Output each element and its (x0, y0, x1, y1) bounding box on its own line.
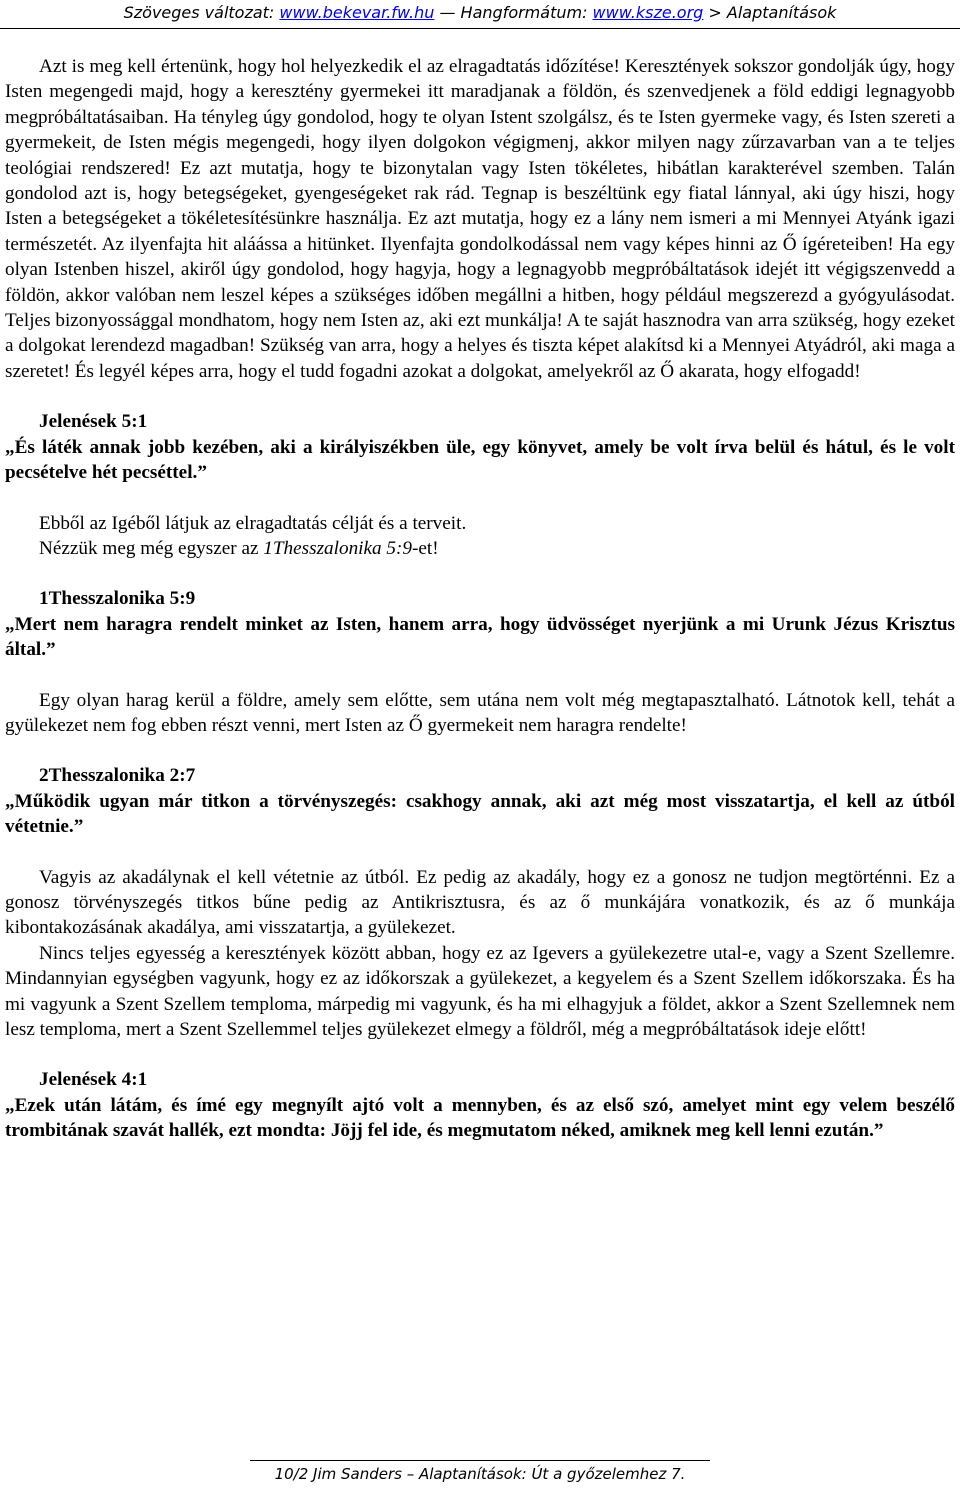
scripture-quote: „És láték annak jobb kezében, aki a királyiszékben üle, egy könyvet, amely be volt írva belül és hátul, és le volt pecsételve hét pecséttel.” (5, 436, 955, 484)
page-header (0, 0, 960, 26)
scripture-quote: „Ezek után látám, és ímé egy megnyílt ajtó volt a mennyben, és az első szó, amelyet mint egy velem beszélő trombitának szavát hallék, ezt mondta: Jöjj fel ide, és megmutatom néked, amiknek meg kell lenni ezután.” (5, 1094, 955, 1142)
scripture-quote: „Működik ugyan már titkon a törvényszegés: csakhogy annak, aki azt még most visszatartja, el kell az útból vétetnie.” (5, 790, 955, 838)
footer-divider (250, 1460, 710, 1461)
bekevar-link[interactable]: www.bekevar.fw.hu (279, 3, 435, 22)
paragraph-text: Nézzük meg még egyszer az 1Thesszalonika 5:9-et! (39, 537, 439, 559)
paragraph-text: Vagyis az akadálynak el kell vétetnie az útból. Ez pedig az akadály, hogy ez a gonosz ne tudjon megtörténni. Ez a gonosz törvényszegés titkos bűne pedig az Antikrisztusra, és az ő munkájára vonatkozik, és az ő munkája kibontakozásának akadálya, ami visszatartja, a gyülekezet. (5, 866, 955, 939)
scripture-reference: 2Thesszalonika 2:7 (39, 765, 196, 787)
header-suffix: > Alaptanítások (703, 3, 837, 22)
header-divider (0, 28, 960, 29)
paragraph-text: Egy olyan harag kerül a földre, amely sem előtte, sem utána nem volt még megtapasztalható. Látnotok kell, tehát a gyülekezet nem fog ebben részt venni, mert Isten az Ő gyermekeit nem haragra rendelte! (5, 689, 955, 736)
document-body (5, 54, 955, 1144)
header-prefix: Szöveges változat: (123, 3, 280, 22)
header-middle: — Hangformátum: (434, 3, 593, 22)
inline-reference: 1Thesszalonika 5:9 (263, 537, 412, 559)
scripture-reference: 1Thesszalonika 5:9 (39, 588, 196, 610)
scripture-reference: Jelenések 5:1 (39, 411, 148, 433)
page-footer: 10/2 Jim Sanders – Alaptanítások: Út a győzelemhez 7. (274, 1465, 686, 1483)
scripture-reference: Jelenések 4:1 (39, 1069, 148, 1091)
paragraph-rapture-timing: Azt is meg kell értenünk, hogy hol helyezkedik el az elragadtatás időzítése! Keresztények sokszor gondolják úgy, hogy Isten megengedi majd, hogy a keresztény gyermekei itt maradjanak a földön, és szenvedjenek a föld eddigi legnagyobb megpróbáltatásaiban. Ha tényleg úgy gondolod, hogy te olyan Istent szolgálsz, és te Isten gyermeke vagy, és Isten szereti a gyermekeit, de Isten mégis megengedi, hogy ilyen dolgokon végigmenj, akkor milyen nagy zűrzavarban van a te teljes teológiai rendszered! Ez azt mutatja, hogy te bizonytalan vagy Isten tökéletes, hibátlan karakterével szemben. Talán gondolod azt is, hogy betegségeket, gyengeségeket rak rád. Tegnap is beszéltünk egy fiatal lánnyal, aki úgy hiszi, hogy Isten a betegségeket a tökéletesítésünkre használja. Ez azt mutatja, hogy ez a lány nem ismeri a mi Mennyei Atyánk igazi természetét. Az ilyenfajta hit aláássa a hitünket. Ilyenfajta gondolkodással nem vagy képes hinni az Ő ígéreteiben! Ha egy olyan Istenben hiszel, akiről úgy gondolod, hogy hagyja, hogy a legnagyobb megpróbáltatások idejét itt végigszenvedd a földön, akkor valóban nem leszel képes a szükséges időben megállni a hitben, hogy például megszerezd a gyógyulásodat. Teljes bizonyossággal mondhatom, hogy nem Isten az, aki ezt munkálja! A te saját hasznodra van arra szükség, hogy ezeket a dolgokat lerendezd magadban! Szükség van arra, hogy a helyes és tiszta képet alakítsd ki a Mennyei Atyádról, aki maga a szeretet! És legyél képes arra, hogy el tudd fogadni azokat a dolgokat, amelyekről az Ő akarata, hogy elfogadd! (5, 56, 955, 382)
paragraph-text: Nincs teljes egyesség a keresztények között abban, hogy ez az Igevers a gyülekezetre utal-e, vagy a Szent Szellemre. Mindannyian egységben vagyunk, hogy ez az időkorszak a gyülekezet, a kegyelem és a Szent Szellem időkorszaka. És ha mi vagyunk a Szent Szellem temploma, márpedig mi vagyunk, és ha mi elhagyjuk a földet, akkor a Szent Szellemnek nem lesz temploma, mert a Szent Szellemmel teljes gyülekezet elmegy a földről, még a megpróbáltatások ideje előtt! (5, 942, 955, 1040)
scripture-quote: „Mert nem haragra rendelt minket az Isten, hanem arra, hogy üdvösséget nyerjünk a mi Urunk Jézus Krisztus által.” (5, 613, 955, 661)
ksze-link[interactable]: www.ksze.org (592, 3, 704, 22)
paragraph-text: Ebből az Igéből látjuk az elragadtatás célját és a terveit. (39, 512, 467, 534)
